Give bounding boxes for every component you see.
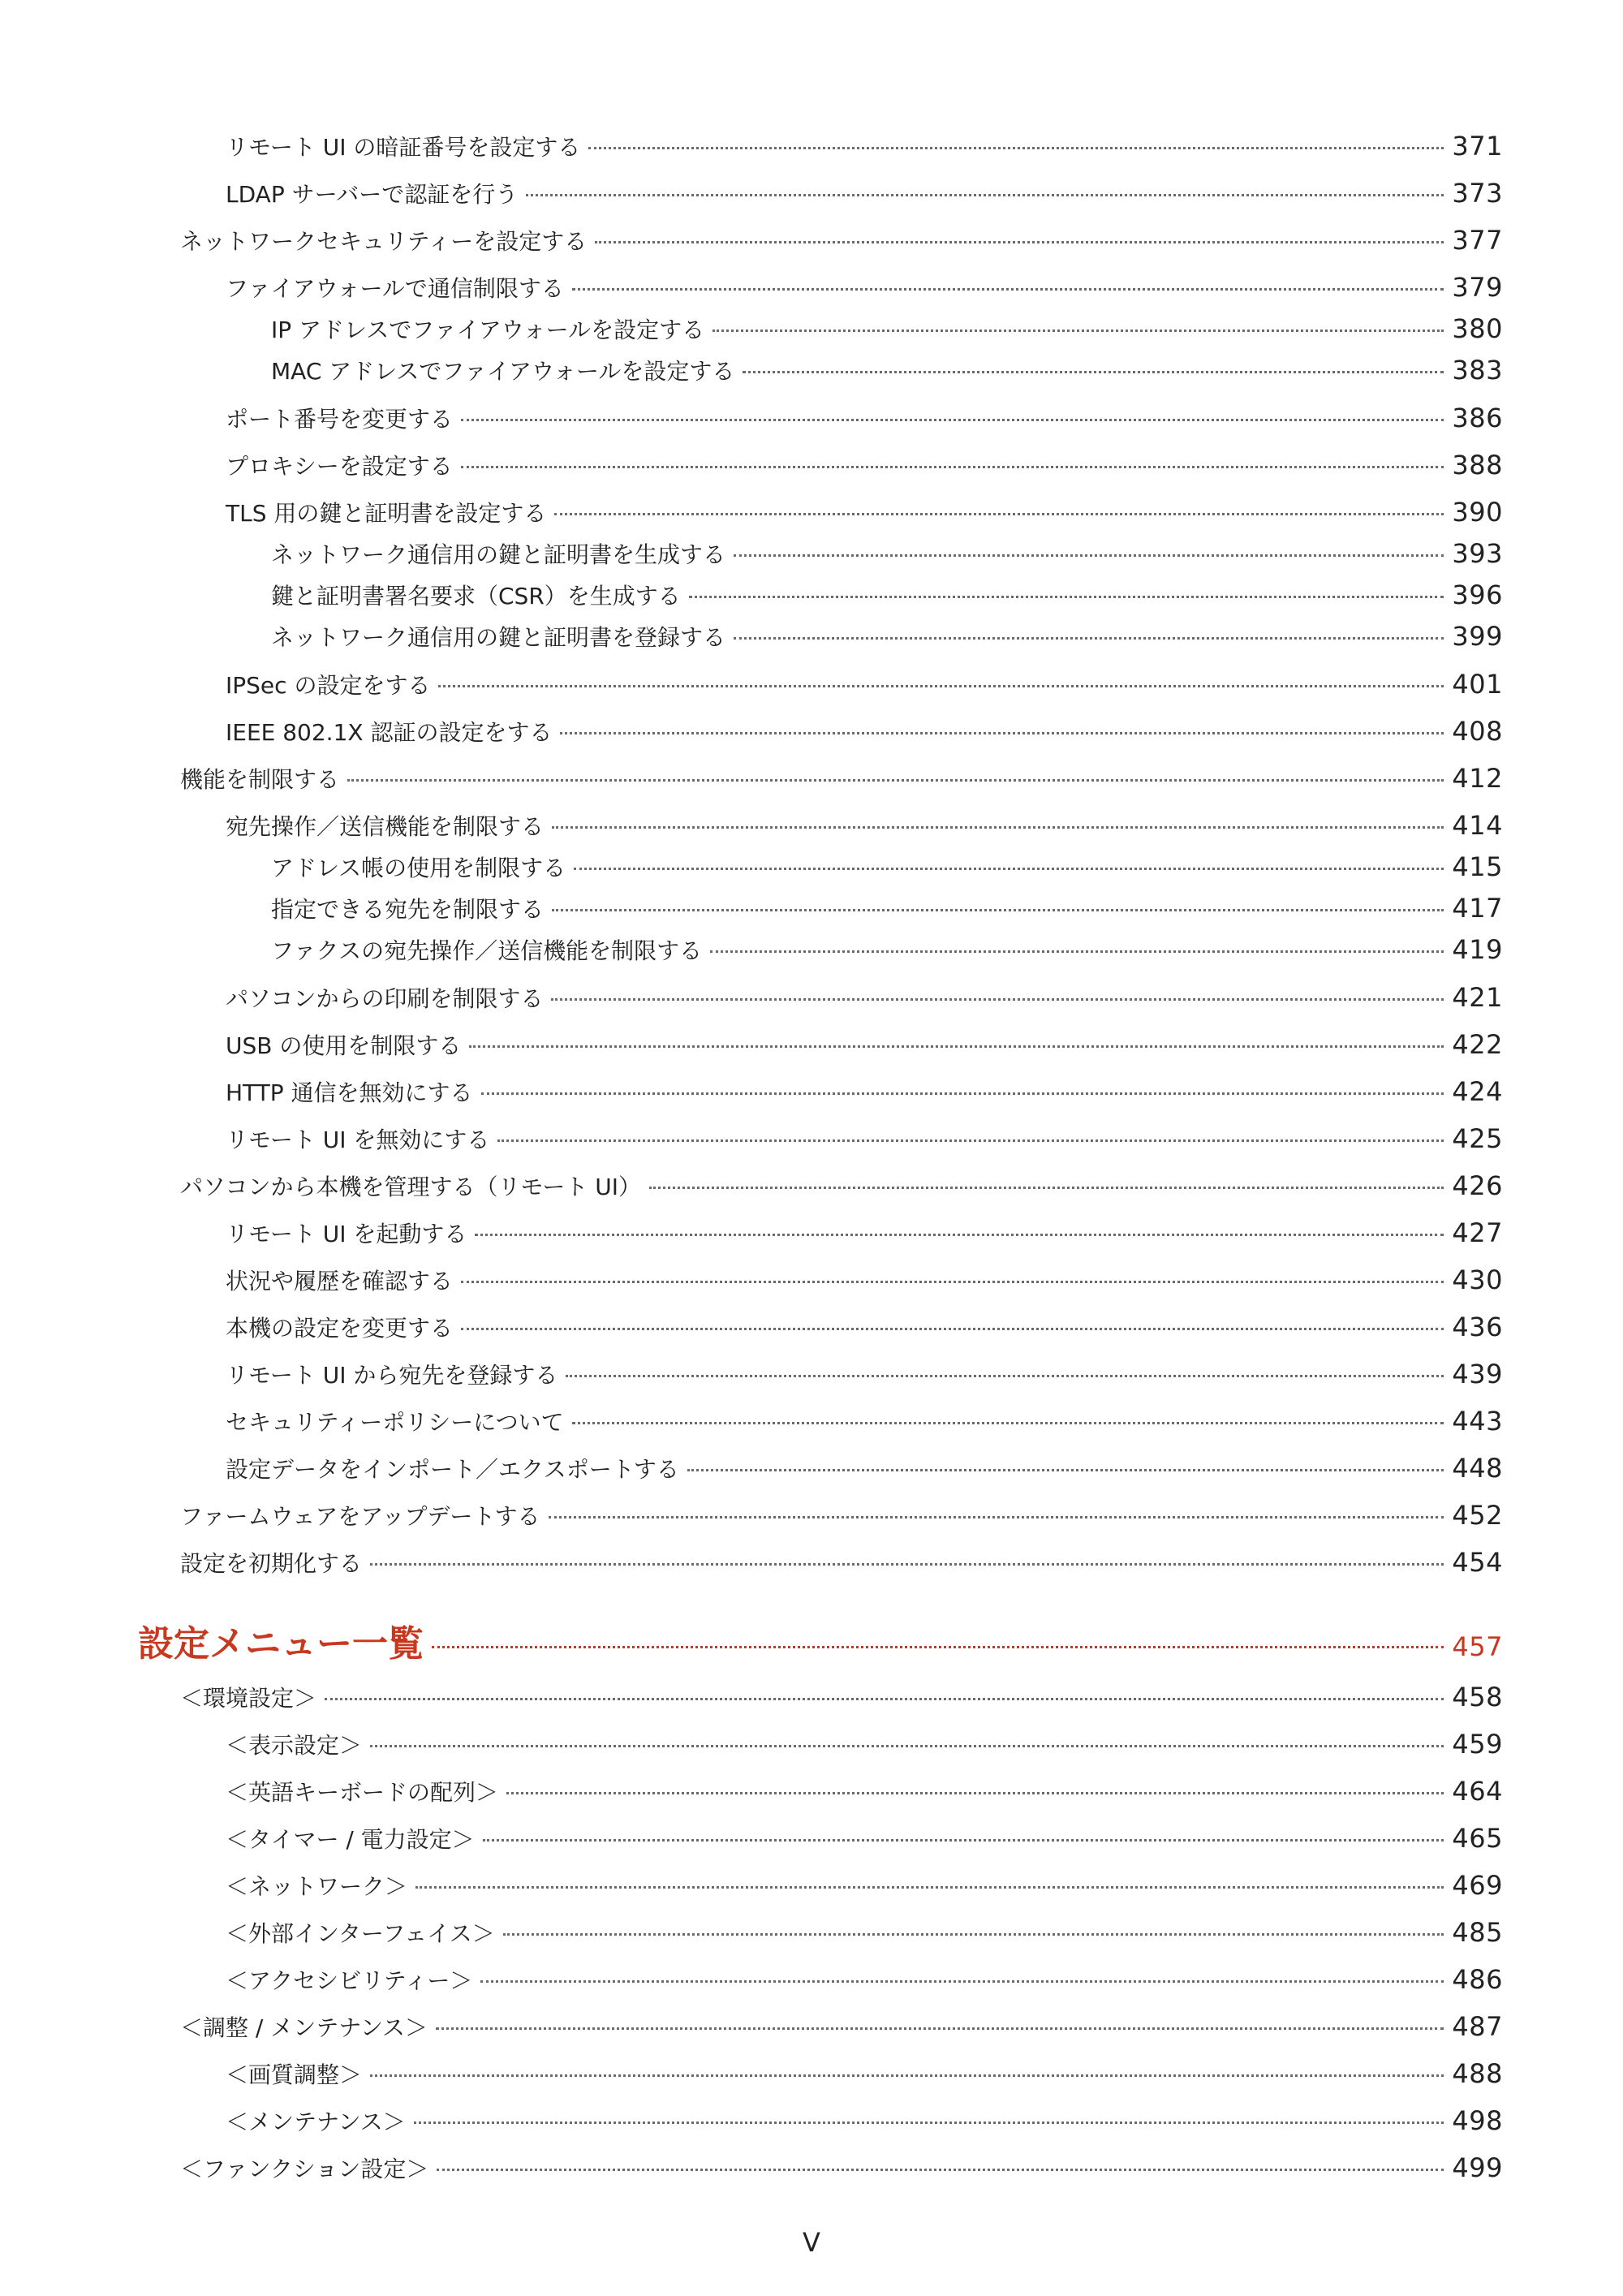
dot-leader (461, 1281, 1444, 1283)
toc-entry-title: ＜外部インターフェイス＞ (226, 1920, 495, 1947)
dot-leader (649, 1187, 1444, 1189)
toc-entry-page: 388 (1452, 450, 1503, 480)
toc-entry-page: 417 (1452, 893, 1503, 924)
dot-leader (370, 2074, 1444, 2077)
toc-entry[interactable] (226, 2057, 1503, 2090)
toc-entry-title: リモート UI を無効にする (226, 1126, 490, 1153)
toc-entry-page: 436 (1452, 1312, 1503, 1342)
toc-entry[interactable] (271, 620, 1503, 653)
toc-entry[interactable] (271, 579, 1503, 611)
toc-entry-page: 458 (1452, 1682, 1503, 1712)
dot-leader (503, 1933, 1444, 1936)
toc-entry[interactable] (226, 271, 1503, 304)
toc-entry-page: 454 (1452, 1547, 1503, 1578)
dot-leader (526, 194, 1444, 196)
toc-entry-page: 469 (1452, 1870, 1503, 1901)
dot-leader (325, 1698, 1444, 1700)
toc-entry-title: ＜英語キーボードの配列＞ (226, 1779, 499, 1806)
toc-entry-page: 443 (1452, 1406, 1503, 1437)
dot-leader (461, 419, 1444, 421)
dot-leader (734, 637, 1444, 640)
toc-entry-title: ネットワークセキュリティーを設定する (180, 228, 588, 255)
toc-entry[interactable] (180, 224, 1503, 256)
toc-entry-title: ファイアウォールで通信制限する (226, 275, 564, 302)
toc-entry[interactable] (226, 1822, 1503, 1854)
toc-entry-page: 371 (1452, 131, 1503, 162)
dot-leader (560, 732, 1444, 734)
toc-entry-page: 427 (1452, 1217, 1503, 1248)
dot-leader (480, 1980, 1444, 1983)
toc-entry[interactable] (226, 1775, 1503, 1807)
toc-entry[interactable] (226, 449, 1503, 481)
toc-entry-page: 373 (1452, 178, 1503, 209)
toc-entry[interactable] (180, 2152, 1503, 2184)
dot-leader (469, 1045, 1444, 1048)
toc-entry[interactable] (180, 762, 1503, 795)
toc-entry[interactable] (226, 1311, 1503, 1343)
toc-entry[interactable] (226, 1869, 1503, 1902)
toc-entry-title: ファームウェアをアップデートする (180, 1503, 540, 1530)
toc-entry-page: 487 (1452, 2011, 1503, 2042)
toc-entry-page: 464 (1452, 1776, 1503, 1807)
toc-entry[interactable] (180, 1546, 1503, 1579)
dot-leader (414, 2122, 1444, 2124)
dot-leader (506, 1792, 1444, 1794)
toc-entry-title: ネットワーク通信用の鍵と証明書を生成する (271, 541, 726, 568)
toc-entry-page: 498 (1452, 2105, 1503, 2136)
toc-entry-title: LDAP サーバーで認証を行う (226, 181, 519, 208)
toc-entry[interactable] (180, 1499, 1503, 1531)
toc-entry-title: ＜調整 / メンテナンス＞ (180, 2014, 428, 2041)
dot-leader (483, 1839, 1444, 1842)
toc-entry-title: 宛先操作／送信機能を制限する (226, 813, 545, 840)
toc-entry-page: 439 (1452, 1359, 1503, 1389)
toc-entry-page: 448 (1452, 1453, 1503, 1484)
dot-leader (370, 1745, 1444, 1747)
toc-entry-page: 380 (1452, 313, 1503, 344)
toc-entry[interactable] (226, 1405, 1503, 1437)
dot-leader (551, 998, 1444, 1001)
toc-entry-title: ＜ネットワーク＞ (226, 1873, 408, 1900)
toc-entry[interactable] (226, 1728, 1503, 1760)
toc-entry-page: 422 (1452, 1029, 1503, 1060)
toc-entry[interactable] (271, 892, 1503, 924)
toc-entry-page: 383 (1452, 355, 1503, 386)
toc-entry-title: ＜アクセシビリティー＞ (226, 1967, 473, 1994)
toc-entry-title: 本機の設定を変更する (226, 1315, 454, 1342)
toc-entry[interactable] (271, 933, 1503, 966)
dot-leader (497, 1139, 1444, 1142)
toc-entry-title: USB の使用を制限する (226, 1032, 462, 1059)
toc-entry-title: リモート UI の暗証番号を設定する (226, 134, 581, 161)
page-number: V (803, 2227, 820, 2258)
dot-leader (689, 596, 1444, 598)
dot-leader (461, 1328, 1444, 1330)
toc-entry-page: 457 (1452, 1631, 1503, 1662)
dot-leader (595, 241, 1444, 243)
toc-entry-title: ＜メンテナンス＞ (226, 2109, 406, 2135)
toc-entry[interactable] (226, 130, 1503, 162)
toc-entry-page: 488 (1452, 2058, 1503, 2089)
dot-leader (572, 288, 1444, 291)
dot-leader (743, 371, 1444, 373)
dot-leader (552, 909, 1444, 911)
toc-entry-page: 396 (1452, 579, 1503, 610)
toc-entry-page: 499 (1452, 2152, 1503, 2183)
toc-entry[interactable] (226, 402, 1503, 434)
dot-leader (552, 826, 1444, 829)
toc-entry-page: 485 (1452, 1917, 1503, 1948)
toc-entry-page: 415 (1452, 851, 1503, 882)
toc-entry-page: 386 (1452, 403, 1503, 433)
toc-entry-title: リモート UI を起動する (226, 1221, 467, 1247)
toc-entry[interactable] (271, 354, 1503, 386)
toc-entry[interactable] (180, 2010, 1503, 2043)
toc-entry-title: 設定メニュー一覧 (138, 1623, 424, 1665)
toc-entry[interactable] (226, 496, 1503, 528)
toc-entry[interactable] (226, 715, 1503, 747)
toc-entry[interactable] (226, 1075, 1503, 1108)
toc-entry-page: 430 (1452, 1264, 1503, 1295)
toc-entry-title: リモート UI から宛先を登録する (226, 1362, 558, 1389)
toc-entry-title: プロキシーを設定する (226, 453, 453, 480)
toc-entry-title: ＜環境設定＞ (180, 1685, 317, 1712)
dot-leader (734, 554, 1444, 557)
toc-entry[interactable] (271, 312, 1503, 345)
toc-entry-page: 414 (1452, 810, 1503, 841)
toc-entry-page: 425 (1452, 1123, 1503, 1154)
toc-entry-title: IP アドレスでファイアウォールを設定する (271, 317, 705, 343)
toc-entry[interactable] (226, 177, 1503, 209)
toc-entry-page: 486 (1452, 1964, 1503, 1995)
dot-leader (572, 1422, 1444, 1424)
dot-leader (712, 330, 1444, 332)
toc-entry-title: ＜タイマー / 電力設定＞ (226, 1826, 475, 1853)
toc-entry-page: 452 (1452, 1500, 1503, 1531)
toc-entry-page: 421 (1452, 982, 1503, 1013)
dot-leader (481, 1092, 1444, 1095)
toc-entry-title: 設定を初期化する (180, 1550, 363, 1577)
toc-entry-title: パソコンからの印刷を制限する (226, 985, 544, 1012)
toc-entry[interactable] (226, 981, 1503, 1014)
dot-leader (415, 1886, 1444, 1889)
toc-entry-page: 459 (1452, 1729, 1503, 1760)
toc-entry[interactable] (271, 537, 1503, 570)
toc-entry-page: 419 (1452, 934, 1503, 965)
dot-leader (432, 1646, 1444, 1648)
toc-entry[interactable] (226, 1217, 1503, 1249)
toc-entry[interactable] (226, 1916, 1503, 1949)
toc-entry-page: 377 (1452, 225, 1503, 256)
toc-entry[interactable] (271, 851, 1503, 883)
toc-entry-title: 機能を制限する (180, 766, 340, 793)
toc-entry-title: 設定データをインポート／エクスポートする (226, 1456, 679, 1483)
dot-leader (436, 2027, 1444, 2030)
toc-entry-page: 424 (1452, 1076, 1503, 1107)
toc-entry[interactable] (180, 1681, 1503, 1713)
toc-entry[interactable] (180, 1170, 1503, 1202)
toc-entry-title: MAC アドレスでファイアウォールを設定する (271, 358, 735, 385)
toc-entry-title: セキュリティーポリシーについて (226, 1409, 564, 1436)
toc-entry[interactable] (226, 1264, 1503, 1296)
toc-entry[interactable] (226, 1452, 1503, 1484)
dot-leader (554, 513, 1444, 515)
toc-entry[interactable] (226, 668, 1503, 700)
toc-entry-page: 412 (1452, 763, 1503, 794)
toc-entry-title: ＜表示設定＞ (226, 1732, 363, 1759)
toc-entry-title: 状況や履歴を確認する (226, 1268, 454, 1294)
toc-entry-title: 鍵と証明書署名要求（CSR）を生成する (271, 583, 681, 610)
dot-leader (588, 147, 1444, 149)
dot-leader (347, 779, 1444, 782)
toc-entry-title: ＜画質調整＞ (226, 2061, 363, 2088)
toc-entry-title: ネットワーク通信用の鍵と証明書を登録する (271, 624, 726, 651)
toc-entry[interactable] (226, 809, 1503, 842)
dot-leader (370, 1563, 1444, 1566)
toc-chapter[interactable] (138, 1622, 1503, 1667)
toc-entry-title: IEEE 802.1X 認証の設定をする (226, 719, 553, 746)
toc-entry-page: 401 (1452, 669, 1503, 700)
toc-entry-page: 399 (1452, 621, 1503, 652)
toc-entry-title: ポート番号を変更する (226, 406, 454, 433)
toc-entry-title: ＜ファンクション設定＞ (180, 2156, 429, 2182)
dot-leader (549, 1516, 1444, 1518)
toc-entry-title: ファクスの宛先操作／送信機能を制限する (271, 937, 703, 964)
toc-entry-title: TLS 用の鍵と証明書を設定する (226, 500, 547, 527)
toc-entry-title: アドレス帳の使用を制限する (271, 855, 566, 881)
toc-entry-title: HTTP 通信を無効にする (226, 1079, 473, 1106)
toc-entry-title: IPSec の設定をする (226, 672, 431, 699)
toc-entry-title: パソコンから本機を管理する（リモート UI） (180, 1174, 641, 1200)
dot-leader (438, 685, 1444, 687)
toc-entry[interactable] (226, 2104, 1503, 2137)
dot-leader (461, 466, 1444, 468)
dot-leader (437, 2169, 1444, 2171)
toc-entry-title: 指定できる宛先を制限する (271, 896, 545, 923)
toc-entry-page: 408 (1452, 716, 1503, 747)
dot-leader (687, 1469, 1444, 1471)
dot-leader (566, 1375, 1444, 1377)
toc-entry[interactable] (226, 1358, 1503, 1390)
toc-entry[interactable] (226, 1122, 1503, 1155)
toc-entry-page: 465 (1452, 1823, 1503, 1854)
toc-entry[interactable] (226, 1963, 1503, 1996)
toc-entry-page: 390 (1452, 497, 1503, 528)
toc-entry[interactable] (226, 1028, 1503, 1061)
dot-leader (574, 868, 1444, 870)
dot-leader (475, 1234, 1444, 1236)
toc-entry-page: 393 (1452, 538, 1503, 569)
dot-leader (710, 950, 1444, 953)
toc-entry-page: 379 (1452, 272, 1503, 303)
toc-entry-page: 426 (1452, 1170, 1503, 1201)
